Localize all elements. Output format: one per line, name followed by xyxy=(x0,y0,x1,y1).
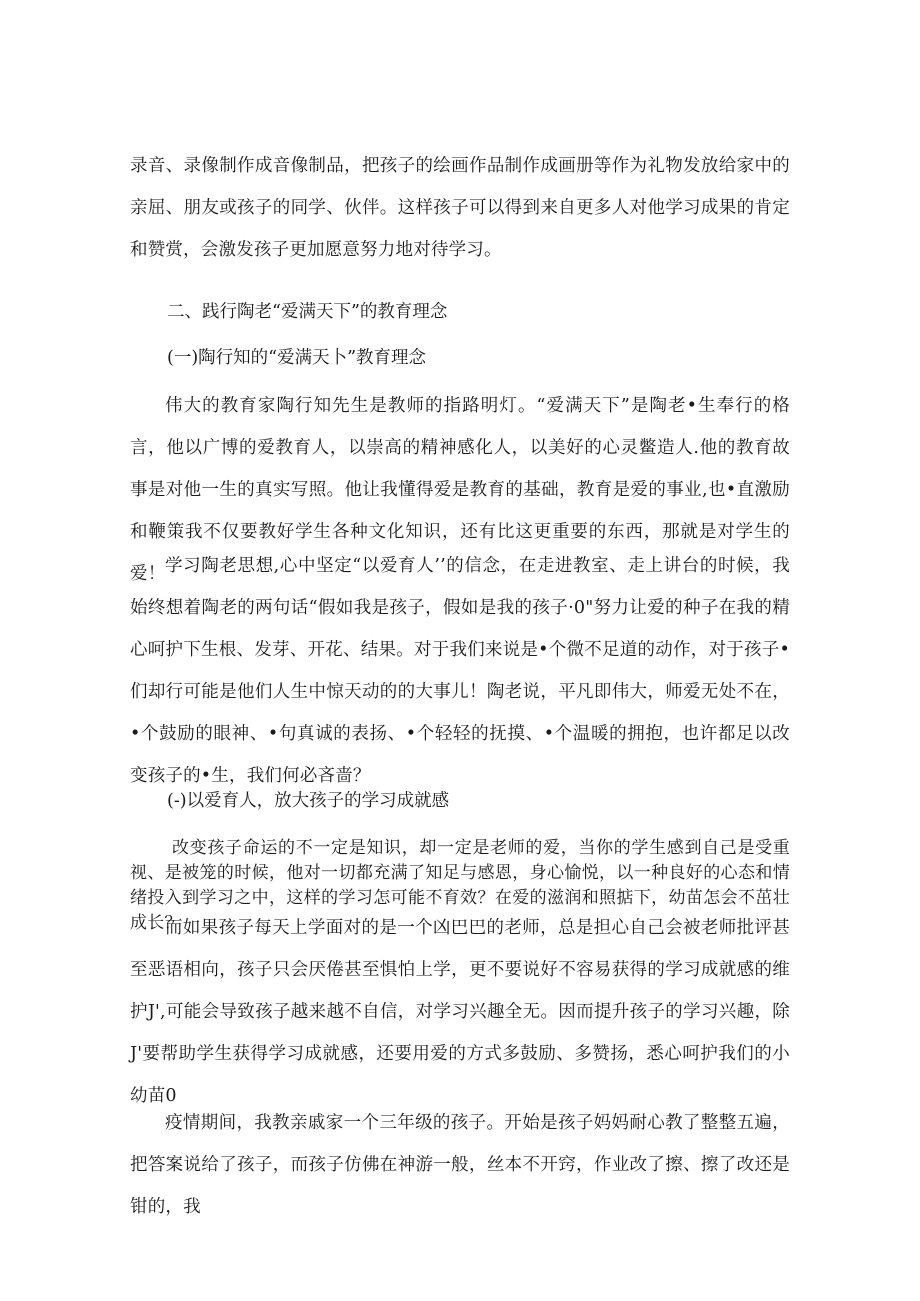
subsection-heading-2: (-)以爱育人，放大孩子的学习成就感 xyxy=(167,791,450,811)
paragraph-epidemic: 疫情期间，我教亲戚家一个三年级的孩子。开始是孩子妈妈耐心教了整整五遍，把答案说给了孩子，而孩子仿佛在神游一般，丝本不开窍，作业改了擦、擦了改还是钳的，我 xyxy=(130,1113,790,1217)
paragraph-if: 而如果孩子每天上学面对的是一个凶巴巴的老师，总是担心自己会被老师批评甚至恶语相向，孩子只会厌倦甚至惧怕上学，更不要说好不容易获得的学习成就感的维护J',可能会导致孩子越来越不自信，对学习兴趣全无。因而提升孩子的学习兴趣，除J'要帮助学生获得学习成就感，还要用爱的方式多鼓励、多赞扬，悉心呵护我们的小幼苗0 xyxy=(130,918,790,1106)
subsection-heading-1: (一)陶行知的“爱满天卜”教育理念 xyxy=(167,348,427,368)
section-heading-2: 二、践行陶老“爱满天下”的教育理念 xyxy=(167,302,448,322)
paragraph-change: 改变孩子命运的不一定是知识，却一定是老师的爱，当你的学生感到自己是受重视、是被笼的时候，他对一切都充满了知足与感恩，身心愉悦，以一种良好的心态和情绪投入到学习之中，这样的学习怎可能不育效？在爱的滋润和照掂下，幼苗怎会不茁壮成长？ xyxy=(130,838,790,933)
paragraph-learning: 学习陶老思想,心中坚定“以爱育人’’的信念，在走进教室、走上讲台的时候，我始终想着陶老的两句话“假如我是孩子，假如是我的孩子·0"努力让爱的种子在我的精心呵护下生根、发芽、开花、结果。对于我们来说是•个微不足道的动作，对于孩子•们却行可能是他们人生中惊天动的的大事儿！陶老说，平凡即伟大，师爱无处不在，•个鼓励的眼神、•句真诚的表扬、•个轻轻的抚摸、•个温暖的拥抱，也许都足以改变孩子的•生，我们何必吝啬？ xyxy=(130,556,790,786)
paragraph-continuation: 录音、录像制作成音像制品，把孩子的绘画作品制作成画册等作为礼物发放给家中的亲屈、朋友或孩子的同学、伙伴。这样孩子可以得到来自更多人对他学习成果的肯定和赞赏，会激发孩子更加愿意努力地对待学习。 xyxy=(130,156,790,260)
paragraph-tao-intro: 伟大的教育家陶行知先生是教师的指路明灯。“爱满天下”是陶老•生奉行的格言，他以广博的爱教育人，以崇高的精神感化人，以美好的心灵鳖造人.他的教育故事是对他一生的真实写照。他让我懂得爱是教育的基础，教育是爱的事业,也•直激励和鞭策我不仅要教好学生各种文化知识，还有比这更重要的东西，那就是对学生的爱！ xyxy=(130,396,790,584)
